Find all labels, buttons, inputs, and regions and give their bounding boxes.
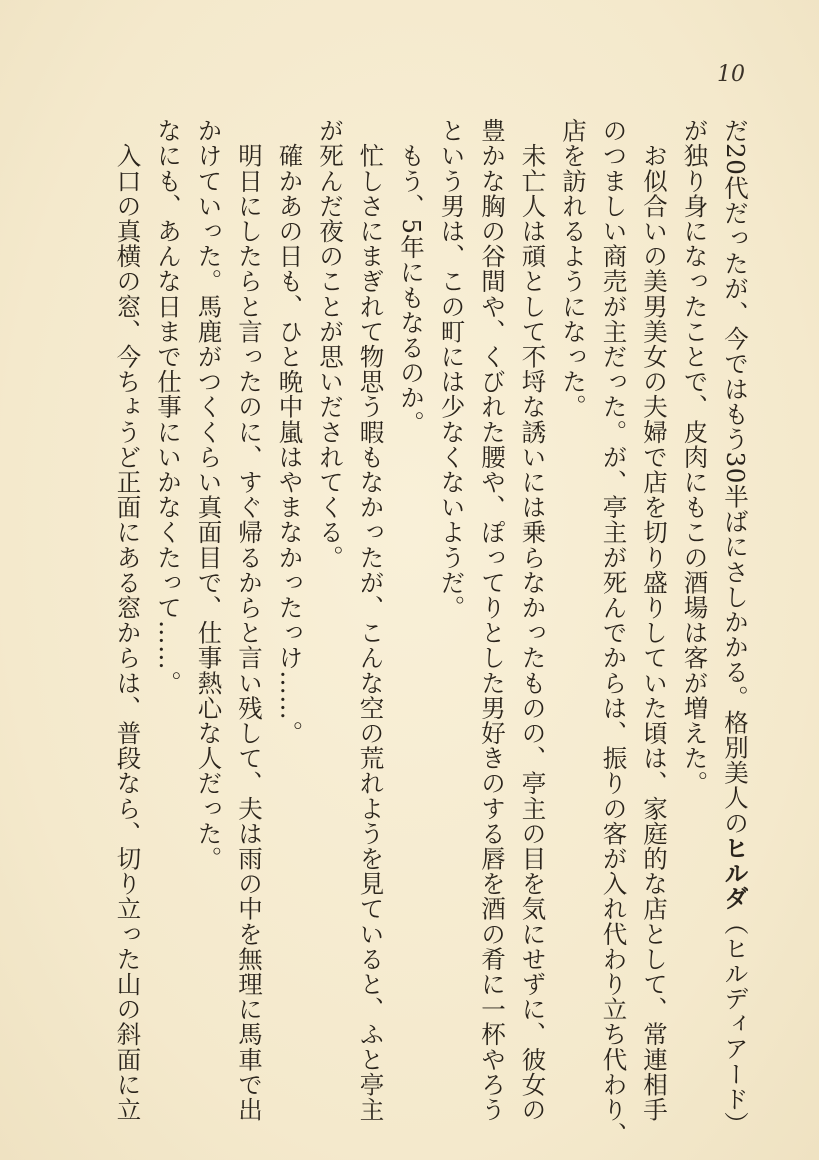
text-line: もう、5年にもなるのか。 — [397, 118, 426, 436]
text-line: 豊かな胸の谷間や、くびれた腰や、ぽってりとした男好きのする唇を酒の肴に一杯やろう — [478, 118, 507, 1122]
text-line: が独り身になったことで、皮肉にもこの酒場は客が増えた。 — [680, 118, 710, 796]
text-line: という男は、この町には少なくないようだ。 — [437, 118, 467, 620]
text-line: なにも、あんな日まで仕事にいかなくたって……。 — [154, 118, 183, 696]
text-line: のつましい商売が主だった。が、亭主が死んでからは、振りの客が入れ代わり立ち代わり、 — [599, 118, 629, 1148]
text-line: お似合いの美男美女の夫婦で店を切り盛りしていた頃は、家庭的な店として、常連相手 — [640, 118, 669, 1122]
text-line: だ20代だったが、今ではもう30半ばにさしかかる。格別美人のヒルダ（ヒルディアード） — [721, 118, 750, 1137]
text-line: 店を訪れるようになった。 — [559, 118, 588, 420]
text-line: 確かあの日も、ひと晩中嵐はやまなかったっけ……。 — [275, 118, 305, 746]
character-name: ヒルダ — [721, 835, 750, 911]
text-line: 未亡人は頑として不埒な誘いには乗らなかったものの、亭主の目を気にせずに、彼女の — [518, 118, 548, 1122]
vertical-text-block — [55, 118, 755, 1148]
text-line: 入口の真横の窓、今ちょうど正面にある窓からは、普段なら、切り立った山の斜面に立 — [113, 118, 143, 1122]
page-number: 10 — [717, 62, 745, 87]
text-line: 明日にしたらと言ったのに、すぐ帰るからと言い残して、夫は雨の中を無理に馬車で出 — [235, 118, 264, 1122]
text-line: が死んだ夜のことが思いだされてくる。 — [316, 118, 345, 570]
text-line: かけていった。馬鹿がつくくらい真面目で、仕事熱心な人だった。 — [194, 118, 224, 871]
text-line: 忙しさにまぎれて物思う暇もなかったが、こんな空の荒れようを見ていると、ふと亭主 — [356, 118, 386, 1122]
